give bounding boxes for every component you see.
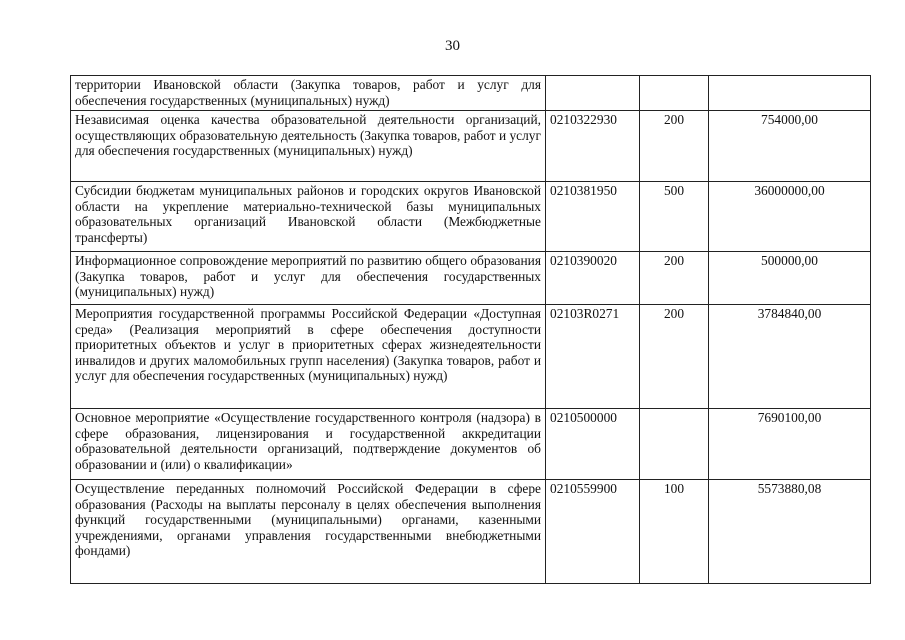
page-number: 30 xyxy=(445,38,460,54)
row-target-code: 0210381950 xyxy=(546,182,640,252)
row-target-code xyxy=(546,76,640,111)
row-amount: 5573880,08 xyxy=(709,480,871,584)
row-description: Осуществление переданных полномочий Российской Федерации в сфере образования (Расходы на выплаты персоналу в целях обеспечения выполнения функций государственными (муниципальными) органами, казенными учреждениями, органами управления государственными внебюджетными фондами) xyxy=(71,480,546,584)
table-row xyxy=(71,409,871,480)
table-row xyxy=(71,480,871,584)
row-description: Субсидии бюджетам муниципальных районов и городских округов Ивановской области на укрепление материально-технической базы муниципальных образовательных организаций Ивановской области (Межбюджетные трансферты) xyxy=(71,182,546,252)
row-target-code: 0210559900 xyxy=(546,480,640,584)
table-row xyxy=(71,182,871,252)
row-amount: 7690100,00 xyxy=(709,409,871,480)
row-description: Независимая оценка качества образовательной деятельности организаций, осуществляющих образовательную деятельность (Закупка товаров, работ и услуг для обеспечения государственных (муниципальных) нужд) xyxy=(71,111,546,182)
table-row xyxy=(71,76,871,111)
row-description: территории Ивановской области (Закупка товаров, работ и услуг для обеспечения государственных (муниципальных) нужд) xyxy=(71,76,546,111)
table-row xyxy=(71,305,871,409)
row-expense-type xyxy=(640,76,709,111)
budget-table xyxy=(70,75,871,584)
row-description: Информационное сопровождение мероприятий по развитию общего образования (Закупка товаров, работ и услуг для обеспечения государственных (муниципальных) нужд) xyxy=(71,252,546,305)
row-expense-type: 200 xyxy=(640,252,709,305)
row-target-code: 0210322930 xyxy=(546,111,640,182)
row-amount: 754000,00 xyxy=(709,111,871,182)
row-amount: 3784840,00 xyxy=(709,305,871,409)
row-description: Мероприятия государственной программы Российской Федерации «Доступная среда» (Реализация мероприятий в сфере обеспечения доступности приоритетных объектов и услуг в приоритетных сферах жизнедеятельности инвалидов и других маломобильных групп населения) (Закупка товаров, работ и услуг для обеспечения государственных (муниципальных) нужд) xyxy=(71,305,546,409)
row-amount xyxy=(709,76,871,111)
row-expense-type: 500 xyxy=(640,182,709,252)
row-target-code: 0210500000 xyxy=(546,409,640,480)
row-expense-type: 200 xyxy=(640,111,709,182)
row-expense-type: 100 xyxy=(640,480,709,584)
row-expense-type xyxy=(640,409,709,480)
table-row xyxy=(71,111,871,182)
row-amount: 36000000,00 xyxy=(709,182,871,252)
row-amount: 500000,00 xyxy=(709,252,871,305)
table-row xyxy=(71,252,871,305)
row-description: Основное мероприятие «Осуществление государственного контроля (надзора) в сфере образования, лицензирования и государственной аккредитации образовательной деятельности организаций, подтверждение документов об образовании и (или) о квалификации» xyxy=(71,409,546,480)
row-target-code: 0210390020 xyxy=(546,252,640,305)
row-target-code: 02103R0271 xyxy=(546,305,640,409)
row-expense-type: 200 xyxy=(640,305,709,409)
